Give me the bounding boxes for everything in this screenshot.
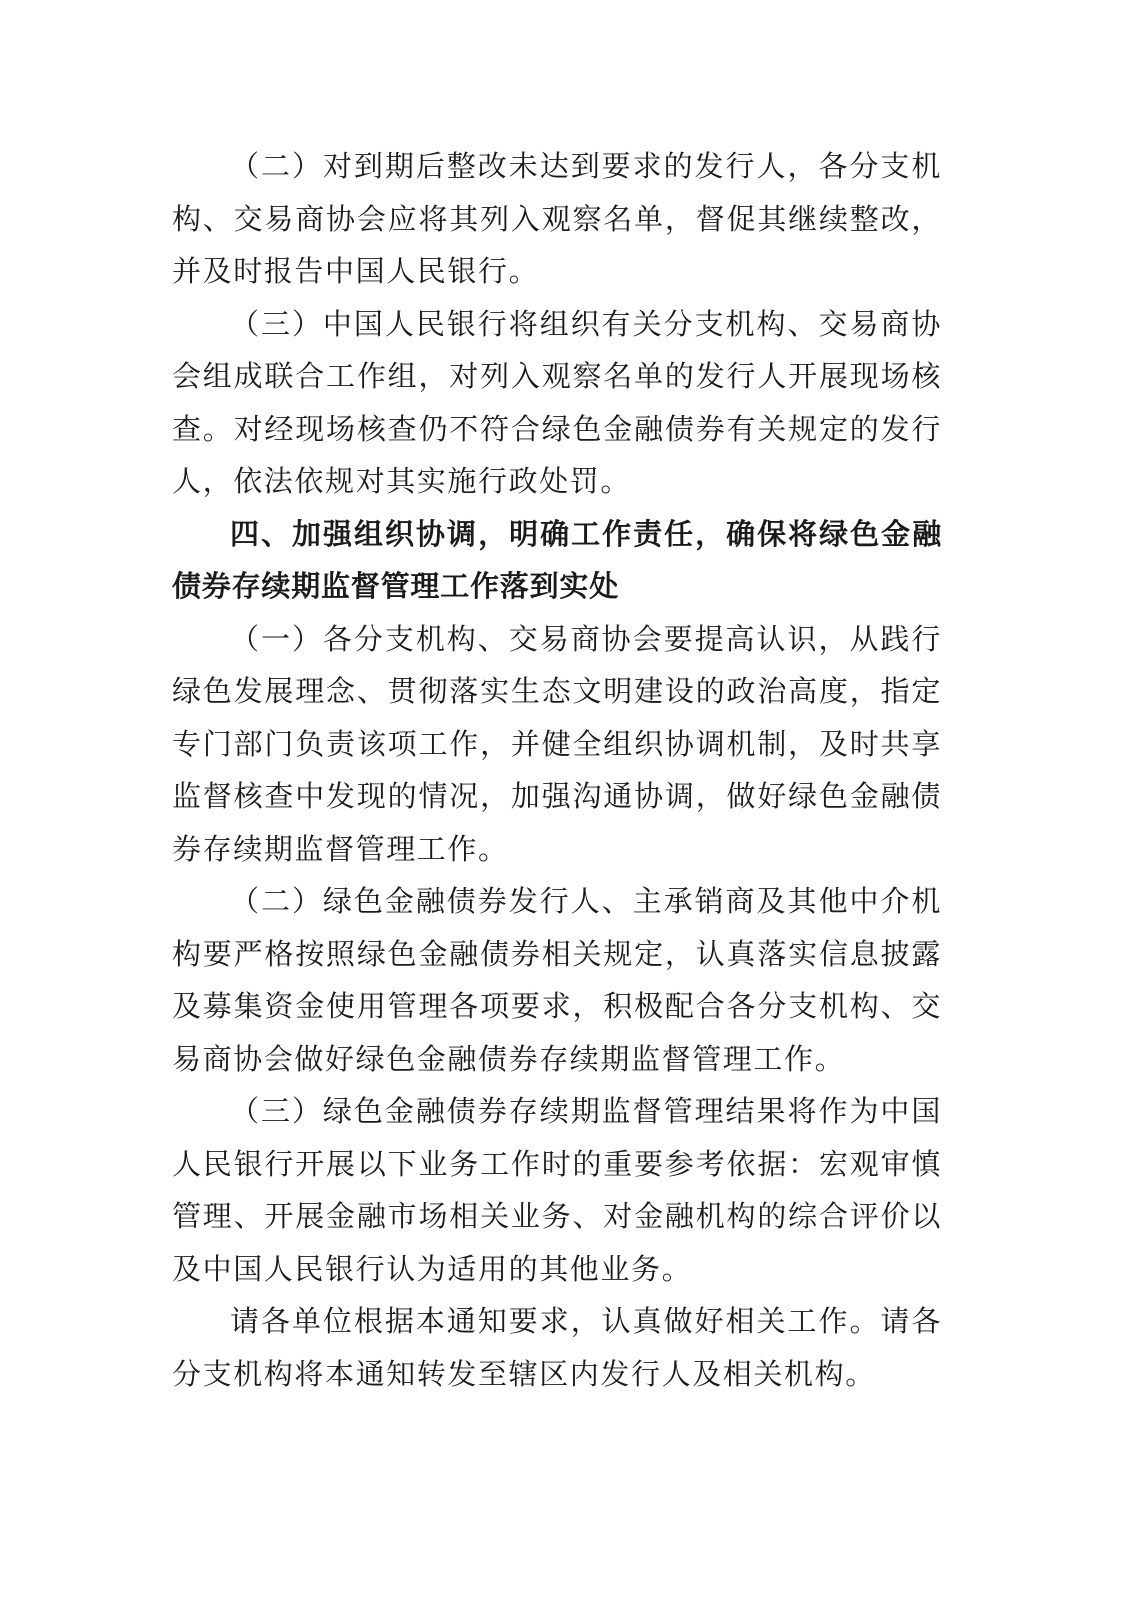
section-heading-4: 四、加强组织协调，明确工作责任，确保将绿色金融债券存续期监督管理工作落到实处 — [172, 516, 942, 603]
paragraph-issuer-obligations: （二）绿色金融债券发行人、主承销商及其他中介机构要严格按照绿色金融债券相关规定，认真落实信息披露及募集资金使用管理各项要求，积极配合各分支机构、交易商协会做好绿色金融债券存续期监督管理工作。 — [172, 884, 942, 1076]
paragraph-closing-request: 请各单位根据本通知要求，认真做好相关工作。请各分支机构将本通知转发至辖区内发行人及相关机构。 — [172, 1304, 942, 1391]
document-body — [172, 140, 942, 1400]
paragraph-raise-awareness: （一）各分支机构、交易商协会要提高认识，从践行绿色发展理念、贯彻落实生态文明建设的政治高度，指定专门部门负责该项工作，并健全组织协调机制，及时共享监督核查中发现的情况，加强沟通协调，做好绿色金融债券存续期监督管理工作。 — [172, 621, 942, 866]
paragraph-issuer-watchlist: （二）对到期后整改未达到要求的发行人，各分支机构、交易商协会应将其列入观察名单，督促其继续整改，并及时报告中国人民银行。 — [172, 149, 942, 288]
paragraph-supervision-results: （三）绿色金融债券存续期监督管理结果将作为中国人民银行开展以下业务工作时的重要参考依据：宏观审慎管理、开展金融市场相关业务、对金融机构的综合评价以及中国人民银行认为适用的其他业务。 — [172, 1094, 942, 1286]
paragraph-joint-inspection: （三）中国人民银行将组织有关分支机构、交易商协会组成联合工作组，对列入观察名单的发行人开展现场核查。对经现场核查仍不符合绿色金融债券有关规定的发行人，依法依规对其实施行政处罚。 — [172, 306, 942, 498]
